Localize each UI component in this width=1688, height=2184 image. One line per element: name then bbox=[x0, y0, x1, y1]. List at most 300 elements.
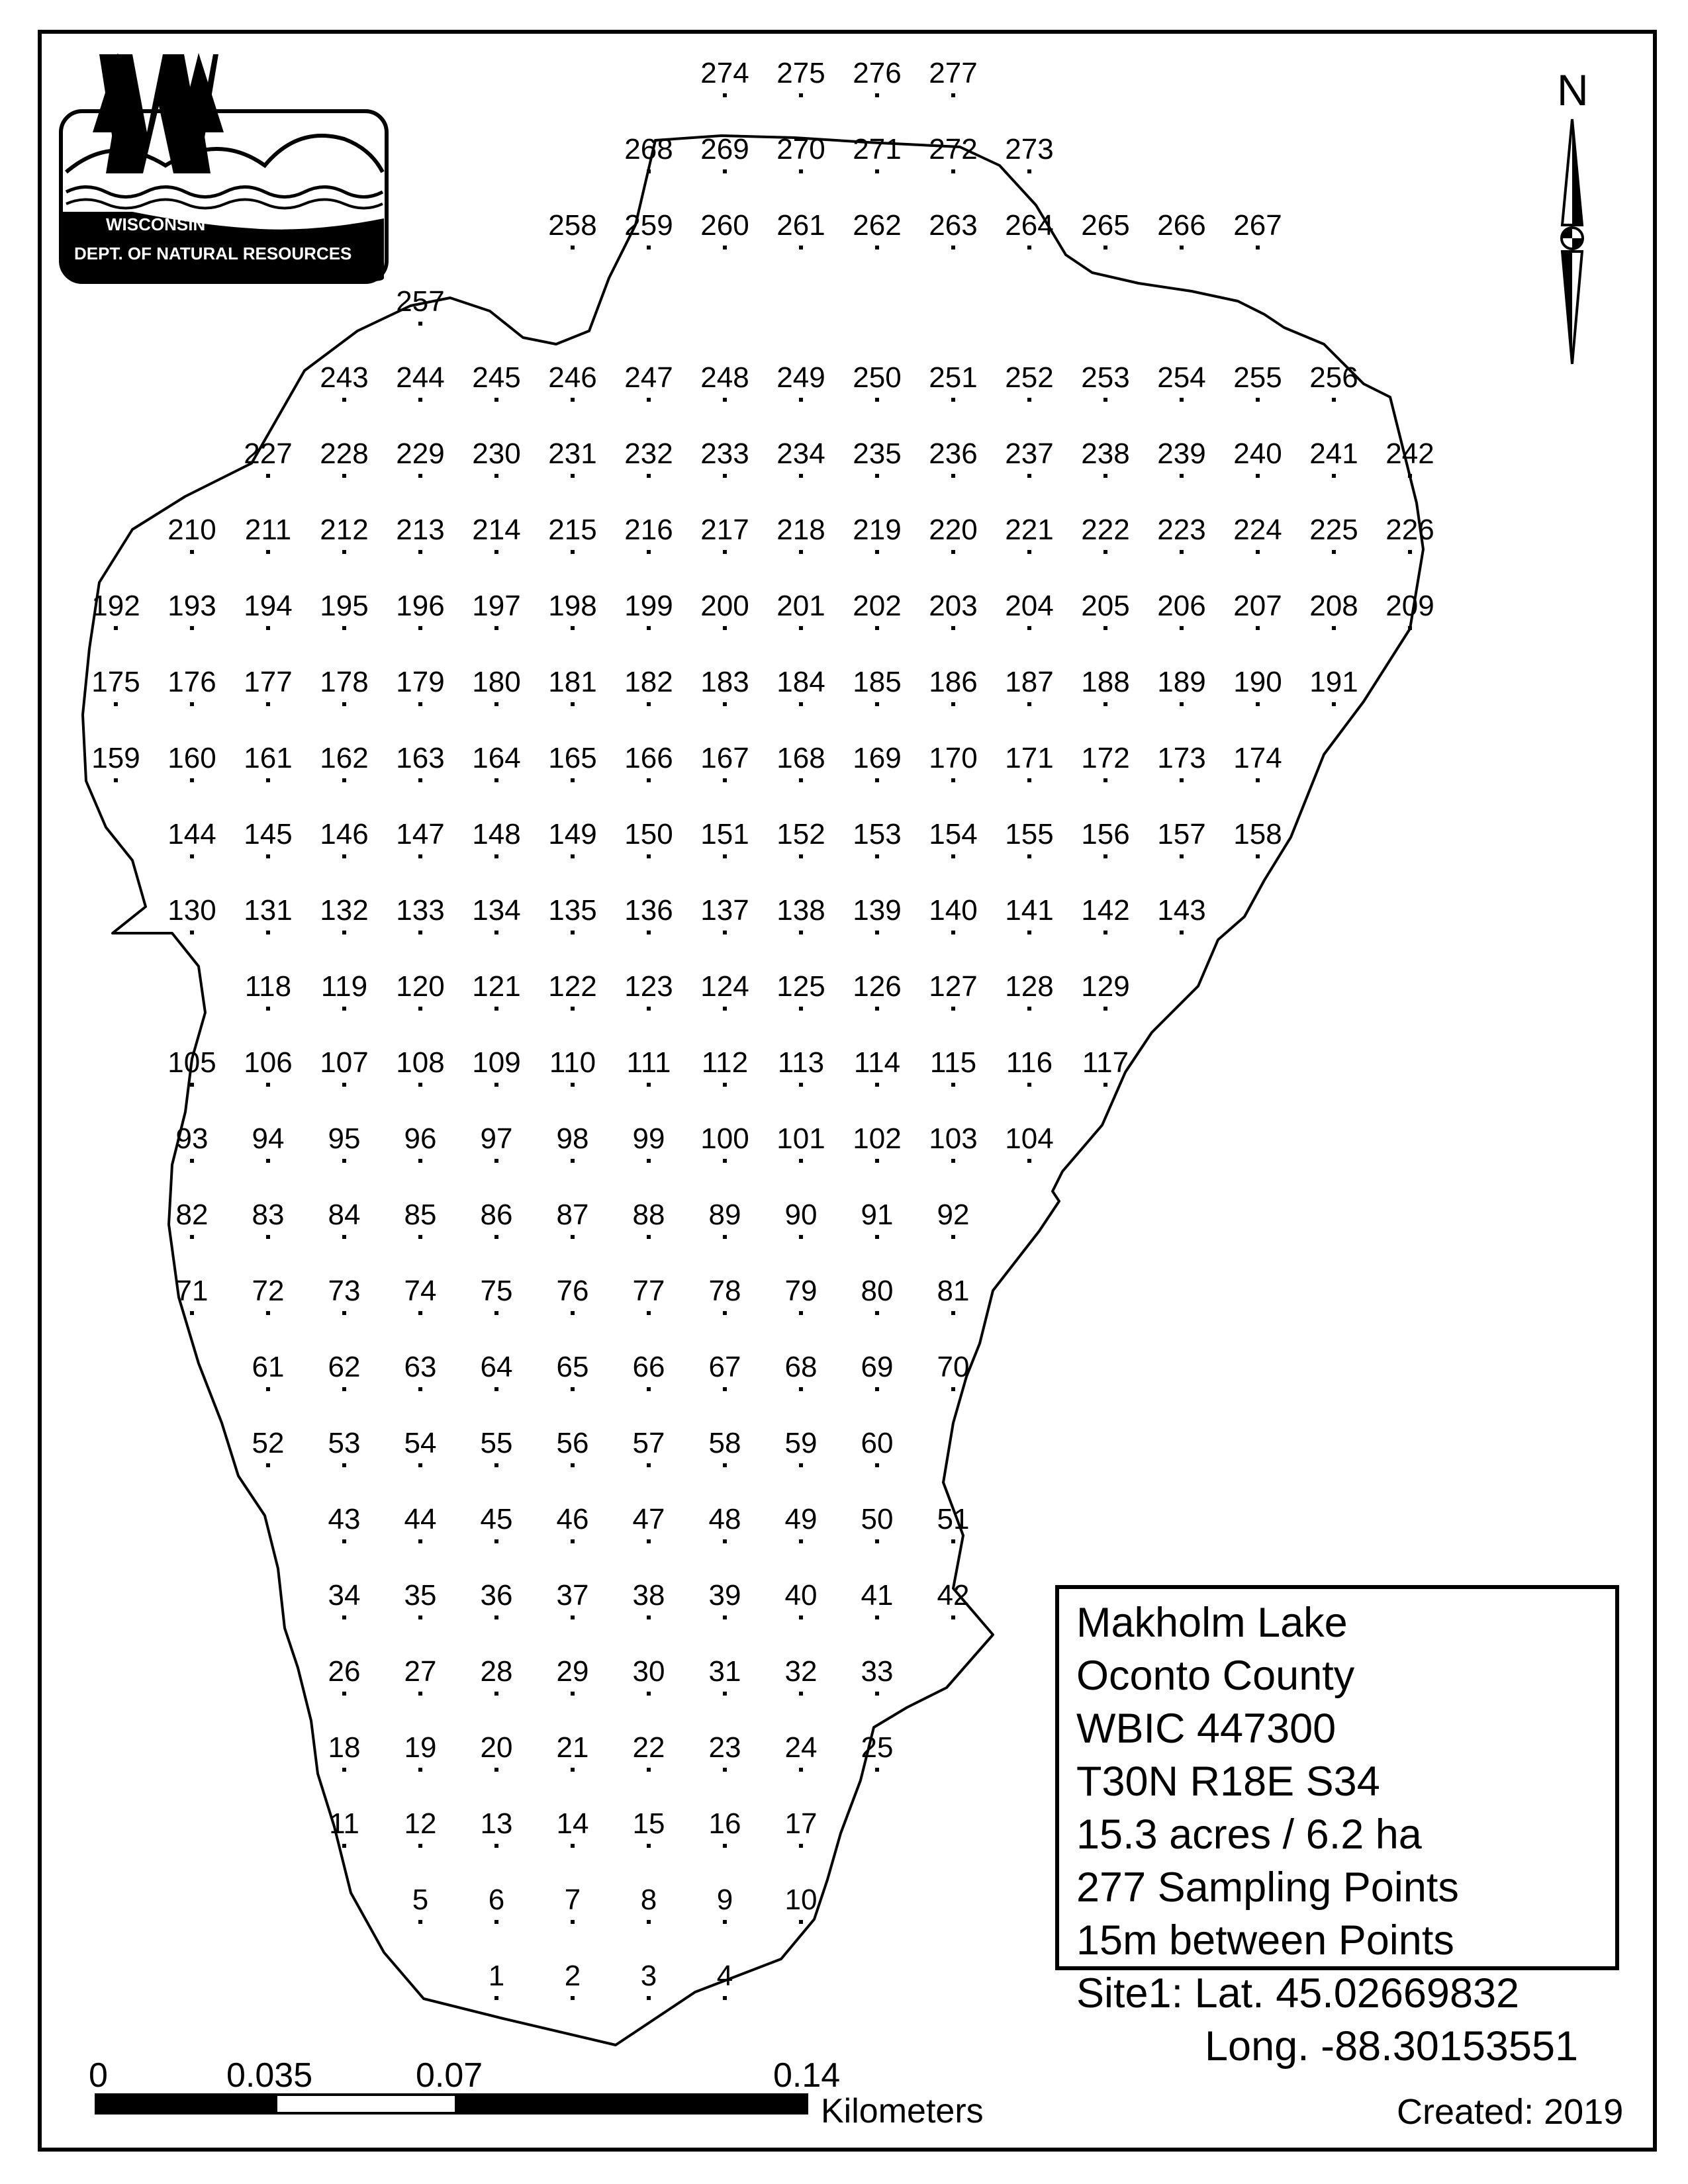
sampling-point-marker bbox=[342, 1159, 346, 1163]
sampling-point-marker bbox=[266, 626, 270, 630]
sampling-point-label: 122 bbox=[548, 970, 597, 1003]
sampling-point-label: 20 bbox=[480, 1731, 513, 1764]
sampling-point-marker bbox=[951, 1159, 955, 1163]
sampling-point-label: 83 bbox=[252, 1199, 285, 1231]
sampling-point-label: 45 bbox=[480, 1503, 513, 1535]
sampling-point-label: 47 bbox=[632, 1503, 665, 1535]
sampling-point-label: 161 bbox=[244, 742, 293, 774]
scale-tick-2: 0.07 bbox=[416, 2056, 483, 2095]
sampling-point-marker bbox=[190, 1083, 194, 1087]
sampling-point-marker bbox=[1180, 702, 1184, 706]
sampling-point-marker bbox=[875, 626, 879, 630]
sampling-point-label: 236 bbox=[929, 437, 978, 470]
sampling-point-label: 32 bbox=[784, 1655, 818, 1688]
sampling-point-label: 27 bbox=[404, 1655, 437, 1688]
sampling-point-label: 192 bbox=[91, 590, 140, 622]
sampling-point-marker bbox=[875, 398, 879, 402]
sampling-point-label: 132 bbox=[320, 894, 369, 927]
scale-tick-0: 0 bbox=[89, 2056, 108, 2095]
sampling-point-marker bbox=[1408, 474, 1412, 478]
sampling-point-label: 70 bbox=[937, 1351, 970, 1383]
scale-bar bbox=[96, 2095, 807, 2113]
logo-line2: DEPT. OF NATURAL RESOURCES bbox=[74, 244, 352, 263]
sampling-point-marker bbox=[571, 1920, 575, 1924]
sampling-point-label: 38 bbox=[632, 1579, 665, 1612]
sampling-point-marker bbox=[571, 1311, 575, 1315]
sampling-point-label: 270 bbox=[776, 133, 825, 165]
sampling-point-label: 63 bbox=[404, 1351, 437, 1383]
sampling-point-label: 79 bbox=[784, 1275, 818, 1307]
sampling-point-label: 85 bbox=[404, 1199, 437, 1231]
sampling-point-marker bbox=[723, 778, 727, 782]
sampling-point-marker bbox=[571, 1768, 575, 1772]
sampling-point-marker bbox=[266, 1083, 270, 1087]
sampling-point-marker bbox=[951, 1387, 955, 1391]
lake-info-box bbox=[1055, 1585, 1619, 2070]
sampling-point-label: 31 bbox=[708, 1655, 741, 1688]
sampling-point-marker bbox=[1027, 626, 1031, 630]
sampling-point-marker bbox=[723, 1768, 727, 1772]
sampling-point-marker bbox=[875, 169, 879, 173]
scale-tick-1: 0.035 bbox=[226, 2056, 313, 2095]
sampling-point-marker bbox=[799, 1920, 803, 1924]
sampling-point-marker bbox=[266, 1235, 270, 1239]
sampling-point-label: 18 bbox=[328, 1731, 361, 1764]
sampling-point-marker bbox=[571, 1692, 575, 1696]
scale-units: Kilometers bbox=[821, 2092, 984, 2130]
sampling-point-marker bbox=[190, 931, 194, 934]
sampling-point-label: 198 bbox=[548, 590, 597, 622]
sampling-point-marker bbox=[342, 854, 346, 858]
sampling-point-label: 256 bbox=[1309, 361, 1358, 394]
sampling-point-marker bbox=[647, 398, 651, 402]
sampling-point-marker bbox=[418, 474, 422, 478]
sampling-point-label: 55 bbox=[480, 1427, 513, 1459]
sampling-point-label: 253 bbox=[1081, 361, 1130, 394]
sampling-point-marker bbox=[647, 626, 651, 630]
sampling-point-marker bbox=[1027, 246, 1031, 250]
sampling-point-marker bbox=[1027, 550, 1031, 554]
sampling-point-marker bbox=[799, 778, 803, 782]
sampling-point-label: 5 bbox=[412, 1884, 429, 1916]
sampling-point-label: 273 bbox=[1005, 133, 1054, 165]
sampling-point-marker bbox=[190, 854, 194, 858]
sampling-point-label: 84 bbox=[328, 1199, 361, 1231]
sampling-point-label: 232 bbox=[624, 437, 673, 470]
sampling-point-label: 212 bbox=[320, 514, 369, 546]
sampling-point-marker bbox=[723, 1615, 727, 1619]
sampling-point-label: 140 bbox=[929, 894, 978, 927]
sampling-point-marker bbox=[1256, 398, 1260, 402]
sampling-point-label: 44 bbox=[404, 1503, 437, 1535]
sampling-point-label: 82 bbox=[175, 1199, 209, 1231]
sampling-point-marker bbox=[951, 550, 955, 554]
sampling-point-marker bbox=[723, 1387, 727, 1391]
sampling-point-marker bbox=[418, 626, 422, 630]
sampling-point-marker bbox=[647, 1920, 651, 1924]
lake-plss: T30N R18E S34 bbox=[1076, 1758, 1380, 1805]
sampling-point-marker bbox=[418, 1539, 422, 1543]
sampling-point-marker bbox=[494, 778, 498, 782]
sampling-point-marker bbox=[494, 854, 498, 858]
sampling-point-marker bbox=[494, 702, 498, 706]
sampling-point-label: 168 bbox=[776, 742, 825, 774]
sampling-point-marker bbox=[571, 854, 575, 858]
sampling-point-marker bbox=[266, 1007, 270, 1011]
sampling-point-label: 265 bbox=[1081, 209, 1130, 242]
sampling-point-marker bbox=[571, 1387, 575, 1391]
sampling-point-label: 89 bbox=[708, 1199, 741, 1231]
sampling-point-label: 154 bbox=[929, 818, 978, 850]
sampling-point-label: 60 bbox=[861, 1427, 894, 1459]
sampling-point-marker bbox=[418, 1692, 422, 1696]
sampling-point-marker bbox=[571, 1996, 575, 2000]
sampling-point-label: 146 bbox=[320, 818, 369, 850]
sampling-point-label: 229 bbox=[396, 437, 445, 470]
sampling-point-label: 226 bbox=[1385, 514, 1434, 546]
sampling-point-marker bbox=[342, 626, 346, 630]
sampling-point-marker bbox=[494, 550, 498, 554]
sampling-point-label: 39 bbox=[708, 1579, 741, 1612]
sampling-point-label: 165 bbox=[548, 742, 597, 774]
sampling-point-label: 134 bbox=[472, 894, 521, 927]
sampling-point-marker bbox=[190, 702, 194, 706]
sampling-point-marker bbox=[571, 1235, 575, 1239]
sampling-point-label: 223 bbox=[1157, 514, 1206, 546]
sampling-point-marker bbox=[799, 1235, 803, 1239]
sampling-point-marker bbox=[1256, 246, 1260, 250]
sampling-point-marker bbox=[190, 550, 194, 554]
sampling-point-label: 189 bbox=[1157, 666, 1206, 698]
sampling-point-label: 138 bbox=[776, 894, 825, 927]
sampling-point-marker bbox=[1408, 550, 1412, 554]
sampling-point-marker bbox=[647, 169, 651, 173]
sampling-point-label: 37 bbox=[556, 1579, 589, 1612]
sampling-point-marker bbox=[494, 474, 498, 478]
sampling-point-marker bbox=[951, 1311, 955, 1315]
sampling-point-label: 64 bbox=[480, 1351, 513, 1383]
lake-wbic: WBIC 447300 bbox=[1076, 1706, 1336, 1752]
sampling-point-label: 12 bbox=[404, 1807, 437, 1840]
sampling-point-marker bbox=[494, 1311, 498, 1315]
sampling-point-label: 197 bbox=[472, 590, 521, 622]
sampling-point-label: 151 bbox=[700, 818, 749, 850]
sampling-point-label: 177 bbox=[244, 666, 293, 698]
sampling-point-label: 175 bbox=[91, 666, 140, 698]
sampling-point-marker bbox=[1180, 854, 1184, 858]
sampling-point-marker bbox=[799, 474, 803, 478]
sampling-point-marker bbox=[114, 778, 118, 782]
sampling-point-label: 13 bbox=[480, 1807, 513, 1840]
sampling-point-label: 216 bbox=[624, 514, 673, 546]
sampling-point-label: 59 bbox=[784, 1427, 818, 1459]
sampling-point-marker bbox=[1103, 1083, 1107, 1087]
sampling-point-marker bbox=[875, 1311, 879, 1315]
sampling-point-label: 2 bbox=[564, 1960, 581, 1992]
sampling-point-label: 68 bbox=[784, 1351, 818, 1383]
sampling-point-marker bbox=[875, 474, 879, 478]
sampling-point-marker bbox=[190, 1159, 194, 1163]
sampling-point-label: 142 bbox=[1081, 894, 1130, 927]
sampling-point-label: 94 bbox=[252, 1122, 285, 1155]
north-arrow-lower-shade bbox=[1562, 251, 1572, 364]
sampling-point-label: 9 bbox=[716, 1884, 733, 1916]
sampling-point-label: 149 bbox=[548, 818, 597, 850]
sampling-point-marker bbox=[1332, 550, 1336, 554]
sampling-point-marker bbox=[647, 778, 651, 782]
sampling-point-label: 75 bbox=[480, 1275, 513, 1307]
sampling-point-marker bbox=[266, 702, 270, 706]
sampling-point-label: 133 bbox=[396, 894, 445, 927]
sampling-point-label: 7 bbox=[564, 1884, 581, 1916]
sampling-point-marker bbox=[951, 1007, 955, 1011]
sampling-point-label: 4 bbox=[716, 1960, 733, 1992]
sampling-point-marker bbox=[799, 1539, 803, 1543]
sampling-point-marker bbox=[875, 550, 879, 554]
sampling-point-label: 67 bbox=[708, 1351, 741, 1383]
sampling-point-marker bbox=[418, 1235, 422, 1239]
sampling-point-marker bbox=[723, 246, 727, 250]
sampling-point-marker bbox=[723, 1311, 727, 1315]
sampling-point-marker bbox=[1027, 702, 1031, 706]
sampling-point-label: 117 bbox=[1082, 1046, 1129, 1079]
sampling-point-marker bbox=[799, 1692, 803, 1696]
sampling-point-label: 188 bbox=[1081, 666, 1130, 698]
sampling-point-label: 8 bbox=[640, 1884, 657, 1916]
sampling-point-label: 262 bbox=[853, 209, 902, 242]
lake-point-count: 277 Sampling Points bbox=[1076, 1864, 1459, 1911]
sampling-point-label: 227 bbox=[244, 437, 293, 470]
sampling-point-marker bbox=[266, 1159, 270, 1163]
sampling-point-marker bbox=[418, 1159, 422, 1163]
sampling-point-marker bbox=[647, 1007, 651, 1011]
sampling-point-label: 73 bbox=[328, 1275, 361, 1307]
sampling-point-marker bbox=[875, 1463, 879, 1467]
sampling-point-label: 107 bbox=[320, 1046, 369, 1079]
sampling-point-label: 22 bbox=[632, 1731, 665, 1764]
sampling-point-marker bbox=[875, 1387, 879, 1391]
sampling-point-label: 28 bbox=[480, 1655, 513, 1688]
sampling-point-label: 124 bbox=[700, 970, 749, 1003]
sampling-point-marker bbox=[494, 1083, 498, 1087]
sampling-point-label: 106 bbox=[244, 1046, 293, 1079]
sampling-point-marker bbox=[571, 1007, 575, 1011]
sampling-point-marker bbox=[1332, 626, 1336, 630]
sampling-point-marker bbox=[571, 398, 575, 402]
sampling-point-marker bbox=[1103, 931, 1107, 934]
sampling-point-marker bbox=[571, 1844, 575, 1848]
sampling-point-label: 72 bbox=[252, 1275, 285, 1307]
sampling-point-marker bbox=[1256, 854, 1260, 858]
sampling-point-label: 247 bbox=[624, 361, 673, 394]
sampling-point-marker bbox=[418, 1311, 422, 1315]
sampling-point-marker bbox=[799, 93, 803, 97]
sampling-point-label: 108 bbox=[396, 1046, 445, 1079]
sampling-point-marker bbox=[723, 1539, 727, 1543]
sampling-point-label: 202 bbox=[853, 590, 902, 622]
sampling-point-marker bbox=[647, 1768, 651, 1772]
sampling-point-marker bbox=[418, 854, 422, 858]
sampling-point-label: 244 bbox=[396, 361, 445, 394]
sampling-point-label: 180 bbox=[472, 666, 521, 698]
sampling-point-label: 103 bbox=[929, 1122, 978, 1155]
sampling-point-label: 40 bbox=[784, 1579, 818, 1612]
sampling-point-label: 49 bbox=[784, 1503, 818, 1535]
sampling-point-label: 43 bbox=[328, 1503, 361, 1535]
sampling-point-label: 116 bbox=[1006, 1046, 1053, 1079]
sampling-point-label: 36 bbox=[480, 1579, 513, 1612]
sampling-point-marker bbox=[1332, 398, 1336, 402]
sampling-point-label: 162 bbox=[320, 742, 369, 774]
sampling-point-marker bbox=[266, 931, 270, 934]
sampling-point-marker bbox=[647, 550, 651, 554]
north-arrow-center-quadrant-2 bbox=[1572, 238, 1583, 249]
sampling-point-marker bbox=[418, 702, 422, 706]
sampling-point-label: 136 bbox=[624, 894, 673, 927]
sampling-point-label: 258 bbox=[548, 209, 597, 242]
sampling-point-label: 218 bbox=[776, 514, 825, 546]
sampling-point-marker bbox=[723, 1235, 727, 1239]
sampling-point-marker bbox=[723, 474, 727, 478]
sampling-point-label: 275 bbox=[776, 57, 825, 89]
sampling-point-label: 121 bbox=[472, 970, 521, 1003]
sampling-point-label: 99 bbox=[632, 1122, 665, 1155]
sampling-point-label: 264 bbox=[1005, 209, 1054, 242]
sampling-point-label: 57 bbox=[632, 1427, 665, 1459]
scale-segment-2 bbox=[276, 2095, 456, 2113]
sampling-point-label: 172 bbox=[1081, 742, 1130, 774]
sampling-point-label: 209 bbox=[1385, 590, 1434, 622]
sampling-point-marker bbox=[494, 1235, 498, 1239]
sampling-point-marker bbox=[494, 1463, 498, 1467]
sampling-point-marker bbox=[799, 1311, 803, 1315]
sampling-point-label: 190 bbox=[1233, 666, 1282, 698]
sampling-point-marker bbox=[647, 1311, 651, 1315]
sampling-point-marker bbox=[951, 474, 955, 478]
lake-county: Oconto County bbox=[1076, 1653, 1355, 1699]
sampling-point-marker bbox=[1027, 474, 1031, 478]
sampling-point-marker bbox=[723, 1463, 727, 1467]
sampling-point-label: 179 bbox=[396, 666, 445, 698]
sampling-point-label: 91 bbox=[861, 1199, 894, 1231]
sampling-point-marker bbox=[647, 1463, 651, 1467]
sampling-point-marker bbox=[647, 702, 651, 706]
sampling-point-label: 152 bbox=[776, 818, 825, 850]
sampling-point-label: 6 bbox=[488, 1884, 505, 1916]
sampling-point-label: 56 bbox=[556, 1427, 589, 1459]
sampling-point-marker bbox=[571, 1159, 575, 1163]
sampling-point-marker bbox=[494, 1920, 498, 1924]
sampling-point-label: 150 bbox=[624, 818, 673, 850]
sampling-point-marker bbox=[418, 931, 422, 934]
sampling-point-label: 76 bbox=[556, 1275, 589, 1307]
sampling-point-marker bbox=[1103, 702, 1107, 706]
sampling-point-label: 129 bbox=[1081, 970, 1130, 1003]
sampling-point-marker bbox=[494, 398, 498, 402]
sampling-point-label: 126 bbox=[853, 970, 902, 1003]
sampling-point-label: 157 bbox=[1157, 818, 1206, 850]
sampling-point-label: 21 bbox=[556, 1731, 589, 1764]
sampling-point-label: 42 bbox=[937, 1579, 970, 1612]
sampling-point-label: 169 bbox=[853, 742, 902, 774]
sampling-point-label: 144 bbox=[167, 818, 216, 850]
sampling-point-marker bbox=[342, 1844, 346, 1848]
sampling-point-marker bbox=[799, 169, 803, 173]
sampling-point-label: 210 bbox=[167, 514, 216, 546]
sampling-point-marker bbox=[799, 1463, 803, 1467]
sampling-point-label: 238 bbox=[1081, 437, 1130, 470]
sampling-point-label: 135 bbox=[548, 894, 597, 927]
sampling-point-marker bbox=[1180, 626, 1184, 630]
sampling-point-marker bbox=[799, 1007, 803, 1011]
sampling-point-label: 219 bbox=[853, 514, 902, 546]
sampling-point-label: 277 bbox=[929, 57, 978, 89]
sampling-point-label: 187 bbox=[1005, 666, 1054, 698]
created-date: Created: 2019 bbox=[1397, 2092, 1624, 2132]
sampling-point-label: 141 bbox=[1005, 894, 1054, 927]
sampling-point-label: 174 bbox=[1233, 742, 1282, 774]
sampling-point-label: 248 bbox=[700, 361, 749, 394]
sampling-point-marker bbox=[342, 1387, 346, 1391]
sampling-point-marker bbox=[875, 1083, 879, 1087]
sampling-point-marker bbox=[494, 1539, 498, 1543]
sampling-point-label: 90 bbox=[784, 1199, 818, 1231]
sampling-point-label: 254 bbox=[1157, 361, 1206, 394]
sampling-point-marker bbox=[799, 1768, 803, 1772]
sampling-point-label: 199 bbox=[624, 590, 673, 622]
sampling-point-marker bbox=[1180, 246, 1184, 250]
sampling-point-label: 1 bbox=[488, 1960, 505, 1992]
sampling-point-label: 160 bbox=[167, 742, 216, 774]
sampling-point-marker bbox=[342, 550, 346, 554]
sampling-point-marker bbox=[571, 550, 575, 554]
sampling-point-marker bbox=[342, 1235, 346, 1239]
sampling-point-marker bbox=[494, 1159, 498, 1163]
scale-tick-3: 0.14 bbox=[773, 2056, 841, 2095]
sampling-point-marker bbox=[1027, 1007, 1031, 1011]
sampling-point-marker bbox=[951, 931, 955, 934]
sampling-point-label: 194 bbox=[244, 590, 293, 622]
sampling-point-marker bbox=[875, 931, 879, 934]
sampling-point-label: 87 bbox=[556, 1199, 589, 1231]
sampling-point-label: 206 bbox=[1157, 590, 1206, 622]
sampling-point-marker bbox=[875, 1159, 879, 1163]
sampling-point-label: 19 bbox=[404, 1731, 437, 1764]
sampling-point-label: 266 bbox=[1157, 209, 1206, 242]
sampling-point-label: 185 bbox=[853, 666, 902, 698]
sampling-point-marker bbox=[494, 1844, 498, 1848]
sampling-point-marker bbox=[951, 1615, 955, 1619]
sampling-point-label: 245 bbox=[472, 361, 521, 394]
sampling-point-label: 130 bbox=[167, 894, 216, 927]
sampling-point-label: 153 bbox=[853, 818, 902, 850]
sampling-point-label: 170 bbox=[929, 742, 978, 774]
sampling-point-marker bbox=[342, 1615, 346, 1619]
sampling-point-label: 35 bbox=[404, 1579, 437, 1612]
sampling-point-label: 228 bbox=[320, 437, 369, 470]
sampling-point-label: 158 bbox=[1233, 818, 1282, 850]
sampling-point-label: 224 bbox=[1233, 514, 1282, 546]
sampling-point-label: 178 bbox=[320, 666, 369, 698]
sampling-point-marker bbox=[799, 1615, 803, 1619]
sampling-point-marker bbox=[1103, 550, 1107, 554]
sampling-point-marker bbox=[875, 778, 879, 782]
sampling-point-label: 46 bbox=[556, 1503, 589, 1535]
sampling-point-label: 217 bbox=[700, 514, 749, 546]
sampling-point-label: 80 bbox=[861, 1275, 894, 1307]
sampling-point-marker bbox=[647, 1692, 651, 1696]
sampling-point-marker bbox=[647, 474, 651, 478]
